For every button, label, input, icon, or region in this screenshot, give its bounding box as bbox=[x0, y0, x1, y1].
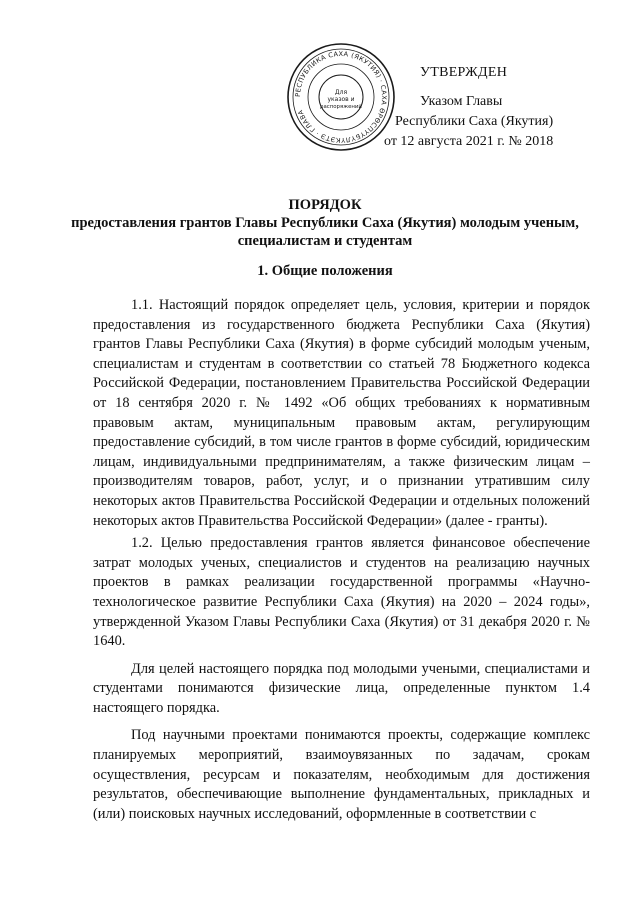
svg-text:указов и: указов и bbox=[327, 96, 355, 103]
paragraph-definition-projects: Под научными проектами понимаются проекты, содержащие комплекс планируемых мероприятий, взаимоувязанных по задачам, срокам осуществления, ресурсам и показателям, необходимым для достижения результатов, обеспечивающие выполнение фундаментальных, прикладных и (или) поисковых научных исследований, оформленные в соответствии с bbox=[93, 727, 590, 822]
svg-text:Для: Для bbox=[334, 89, 348, 96]
section-heading: 1. Общие положения bbox=[257, 263, 393, 279]
document-body bbox=[93, 296, 590, 827]
approval-line-3: от 12 августа 2021 г. № 2018 bbox=[384, 134, 554, 149]
paragraph-1-1: 1.1. Настоящий порядок определяет цель, условия, критерии и порядок предоставления из государственного бюджета Республики Саха (Якутия) грантов Главы Республики Саха (Якутия) в форме субсидий молодым ученым, специалистам и студентам в соответствии со статьей 78 Бюджетного кодекса Российской Федерации, постановлением Правительства Российской Федерации от 18 сентября 2020 г. № 1492 «Об общих требованиях к нормативным правовым актам, муниципальным правовым актам, регулирующим предоставление субсидий, в том числе грантов в форме субсидий, юридическим лицам, индивидуальными предпринимателям, а также физическим лицам – производителям товаров, работ, услуг, и о признании утратившим силу некоторых актов Правительства Российской Федерации и отдельных положений некоторых актов Правительства Российской Федерации» (далее - гранты). bbox=[93, 297, 590, 529]
approval-title: УТВЕРЖДЕН bbox=[420, 65, 508, 80]
paragraph-1-2: 1.2. Целью предоставления грантов является финансовое обеспечение затрат молодых ученых, специалистов и студентов на реализацию научных проектов в рамках реализации государственной программы «Научно-технологическое развитие Республики Саха (Якутия) на 2020 – 2024 годы», утвержденной Указом Главы Республики Саха (Якутия) от 31 декабря 2020 г. № 1640. bbox=[93, 535, 590, 650]
document-title-block bbox=[60, 196, 590, 250]
document-title: ПОРЯДОК bbox=[288, 197, 362, 213]
approval-block bbox=[380, 63, 630, 152]
approval-line-1: Указом Главы bbox=[420, 94, 503, 109]
paragraph-definition-young-scientists: Для целей настоящего порядка под молодыми учеными, специалистами и студентами понимаются физические лица, определенные пунктом 1.4 настоящего порядка. bbox=[93, 660, 590, 716]
svg-text:распоряжений: распоряжений bbox=[320, 104, 362, 110]
approval-line-2: Республики Саха (Якутия) bbox=[395, 114, 554, 129]
document-subtitle: предоставления грантов Главы Республики Саха (Якутия) молодым ученым, специалистам и студентам bbox=[71, 215, 579, 249]
seal-ring-text: РЕСПУБЛИКА САХА (ЯКУТИЯ) · САХА ӨРӨСПҮҮБҮЛҮКЭТЭ · ГЛАВА bbox=[293, 49, 389, 145]
